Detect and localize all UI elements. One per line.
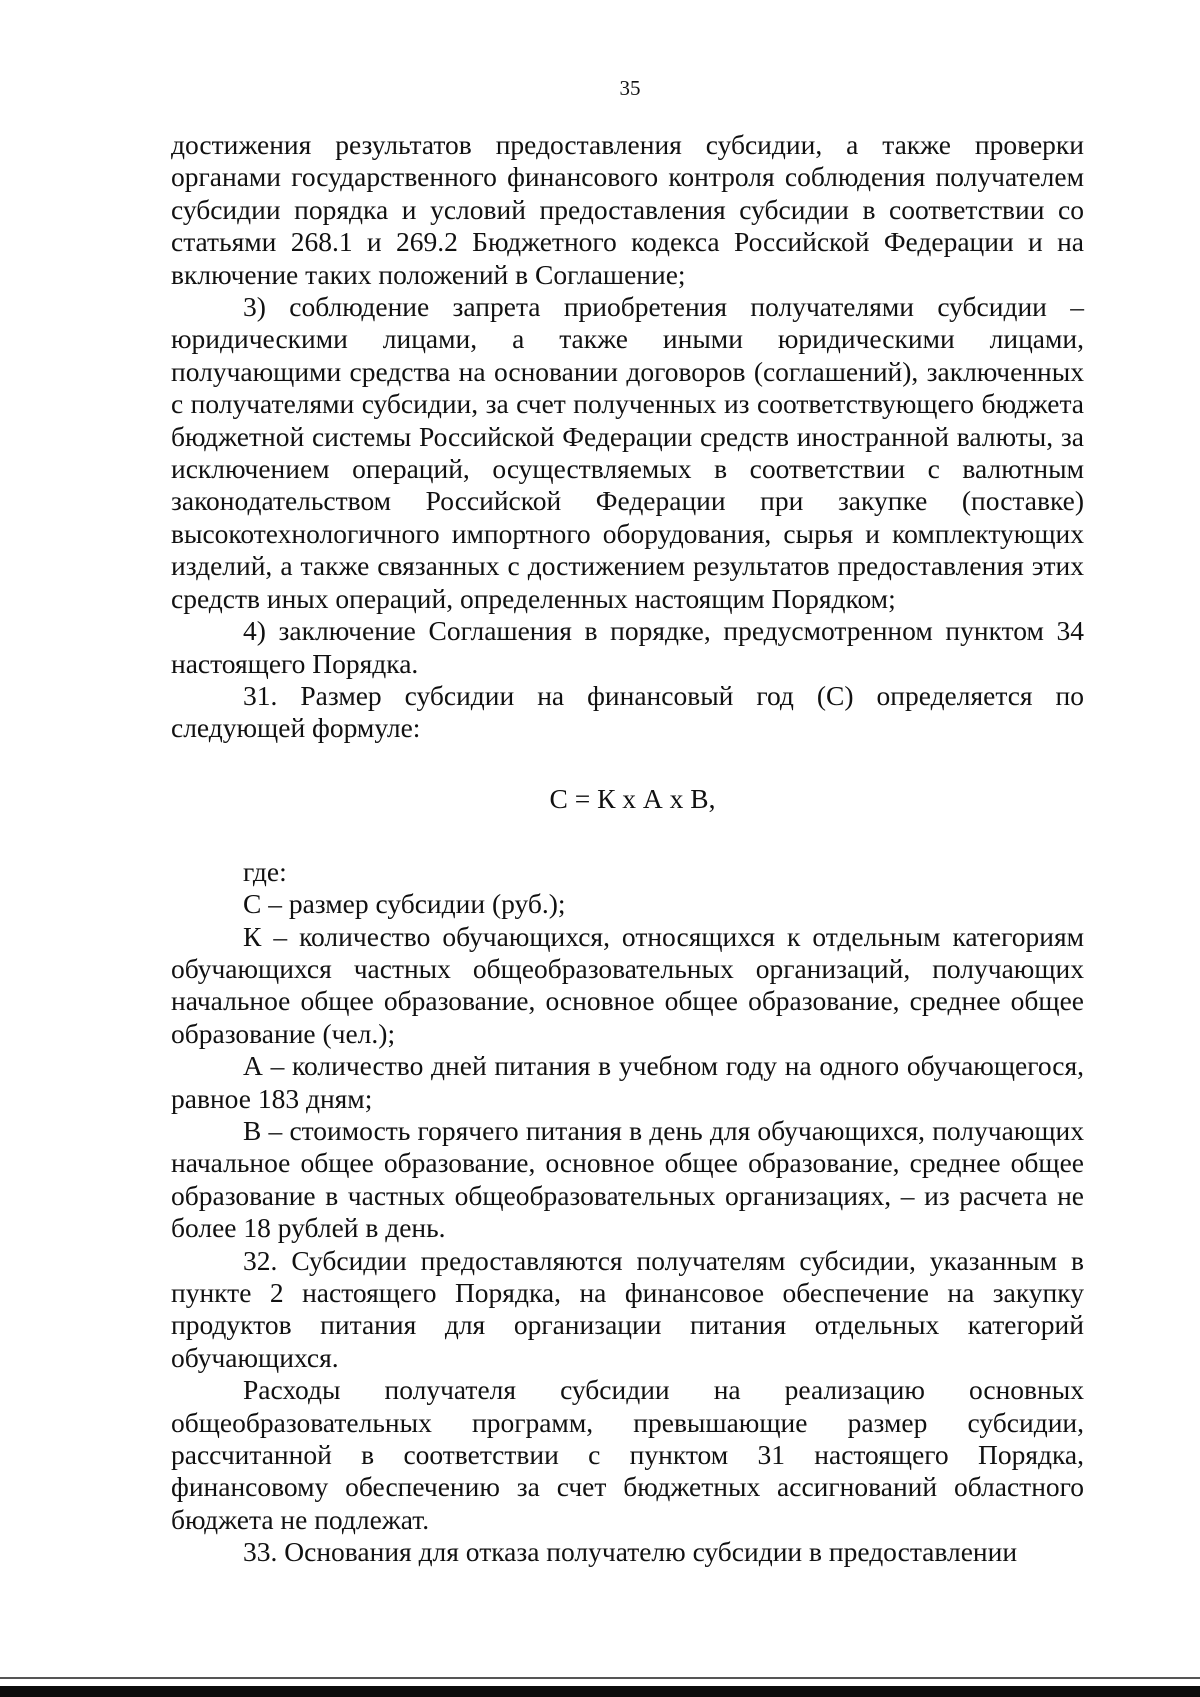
- definition-k: К – количество обучающихся, относящихся к отдельным категориям обучающихся частных общеобразовательных организаций, получающих начальное общее образование, основное общее образование, среднее общее образование (чел.);: [171, 920, 1084, 1049]
- scan-bottom-border: [0, 1686, 1200, 1697]
- paragraph-item-3: 3) соблюдение запрета приобретения получателями субсидии – юридическими лицами, а также иными юридическими лицами, получающими средства на основании договоров (соглашений), заключенных с получателями субсидии, за счет полученных из соответствующего бюджета бюджетной системы Российской Федерации средств иностранной валюты, за исключением операций, осуществляемых в соответствии с валютным законодательством Российской Федерации при закупке (поставке) высокотехнологичного импортного оборудования, сырья и комплектующих изделий, а также связанных с достижением результатов предоставления этих средств иных операций, определенных настоящим Порядком;: [171, 291, 1084, 614]
- subsidy-formula: С = К х А х В,: [549, 782, 716, 814]
- definition-c: С – размер субсидии (руб.);: [243, 888, 566, 920]
- paragraph-continuation: достижения результатов предоставления субсидии, а также проверки органами государственного финансового контроля соблюдения получателем субсидии порядка и условий предоставления субсидии в соответствии со статьями 268.1 и 269.2 Бюджетного кодекса Российской Федерации и на включение таких положений в Соглашение;: [171, 129, 1084, 290]
- definition-b: В – стоимость горячего питания в день для обучающихся, получающих начальное общее образование, основное общее образование, среднее общее образование в частных общеобразовательных организациях, – из расчета не более 18 рублей в день.: [171, 1114, 1084, 1244]
- paragraph-section-33: 33. Основания для отказа получателю субсидии в предоставлении: [243, 1536, 1018, 1568]
- definition-where: где:: [243, 855, 287, 887]
- paragraph-section-31: 31. Размер субсидии на финансовый год (С) определяется по следующей формуле:: [171, 679, 1084, 744]
- paragraph-item-4: 4) заключение Соглашения в порядке, предусмотренном пунктом 34 настоящего Порядка.: [171, 615, 1084, 679]
- definition-a: А – количество дней питания в учебном году на одного обучающегося, равное 183 дням;: [171, 1050, 1084, 1114]
- paragraph-expenses: Расходы получателя субсидии на реализацию основных общеобразовательных программ, превышающие размер субсидии, рассчитанной в соответствии с пунктом 31 настоящего Порядка, финансовому обеспечению за счет бюджетных ассигнований областного бюджета не подлежат.: [171, 1374, 1084, 1535]
- paragraph-section-32: 32. Субсидии предоставляются получателям субсидии, указанным в пункте 2 настоящего Порядка, на финансовое обеспечение на закупку продуктов питания для организации питания отдельных категорий обучающихся.: [171, 1244, 1084, 1373]
- scan-edge-line: [0, 1677, 1200, 1679]
- document-body: [171, 129, 1084, 1569]
- page-number: 35: [619, 76, 641, 100]
